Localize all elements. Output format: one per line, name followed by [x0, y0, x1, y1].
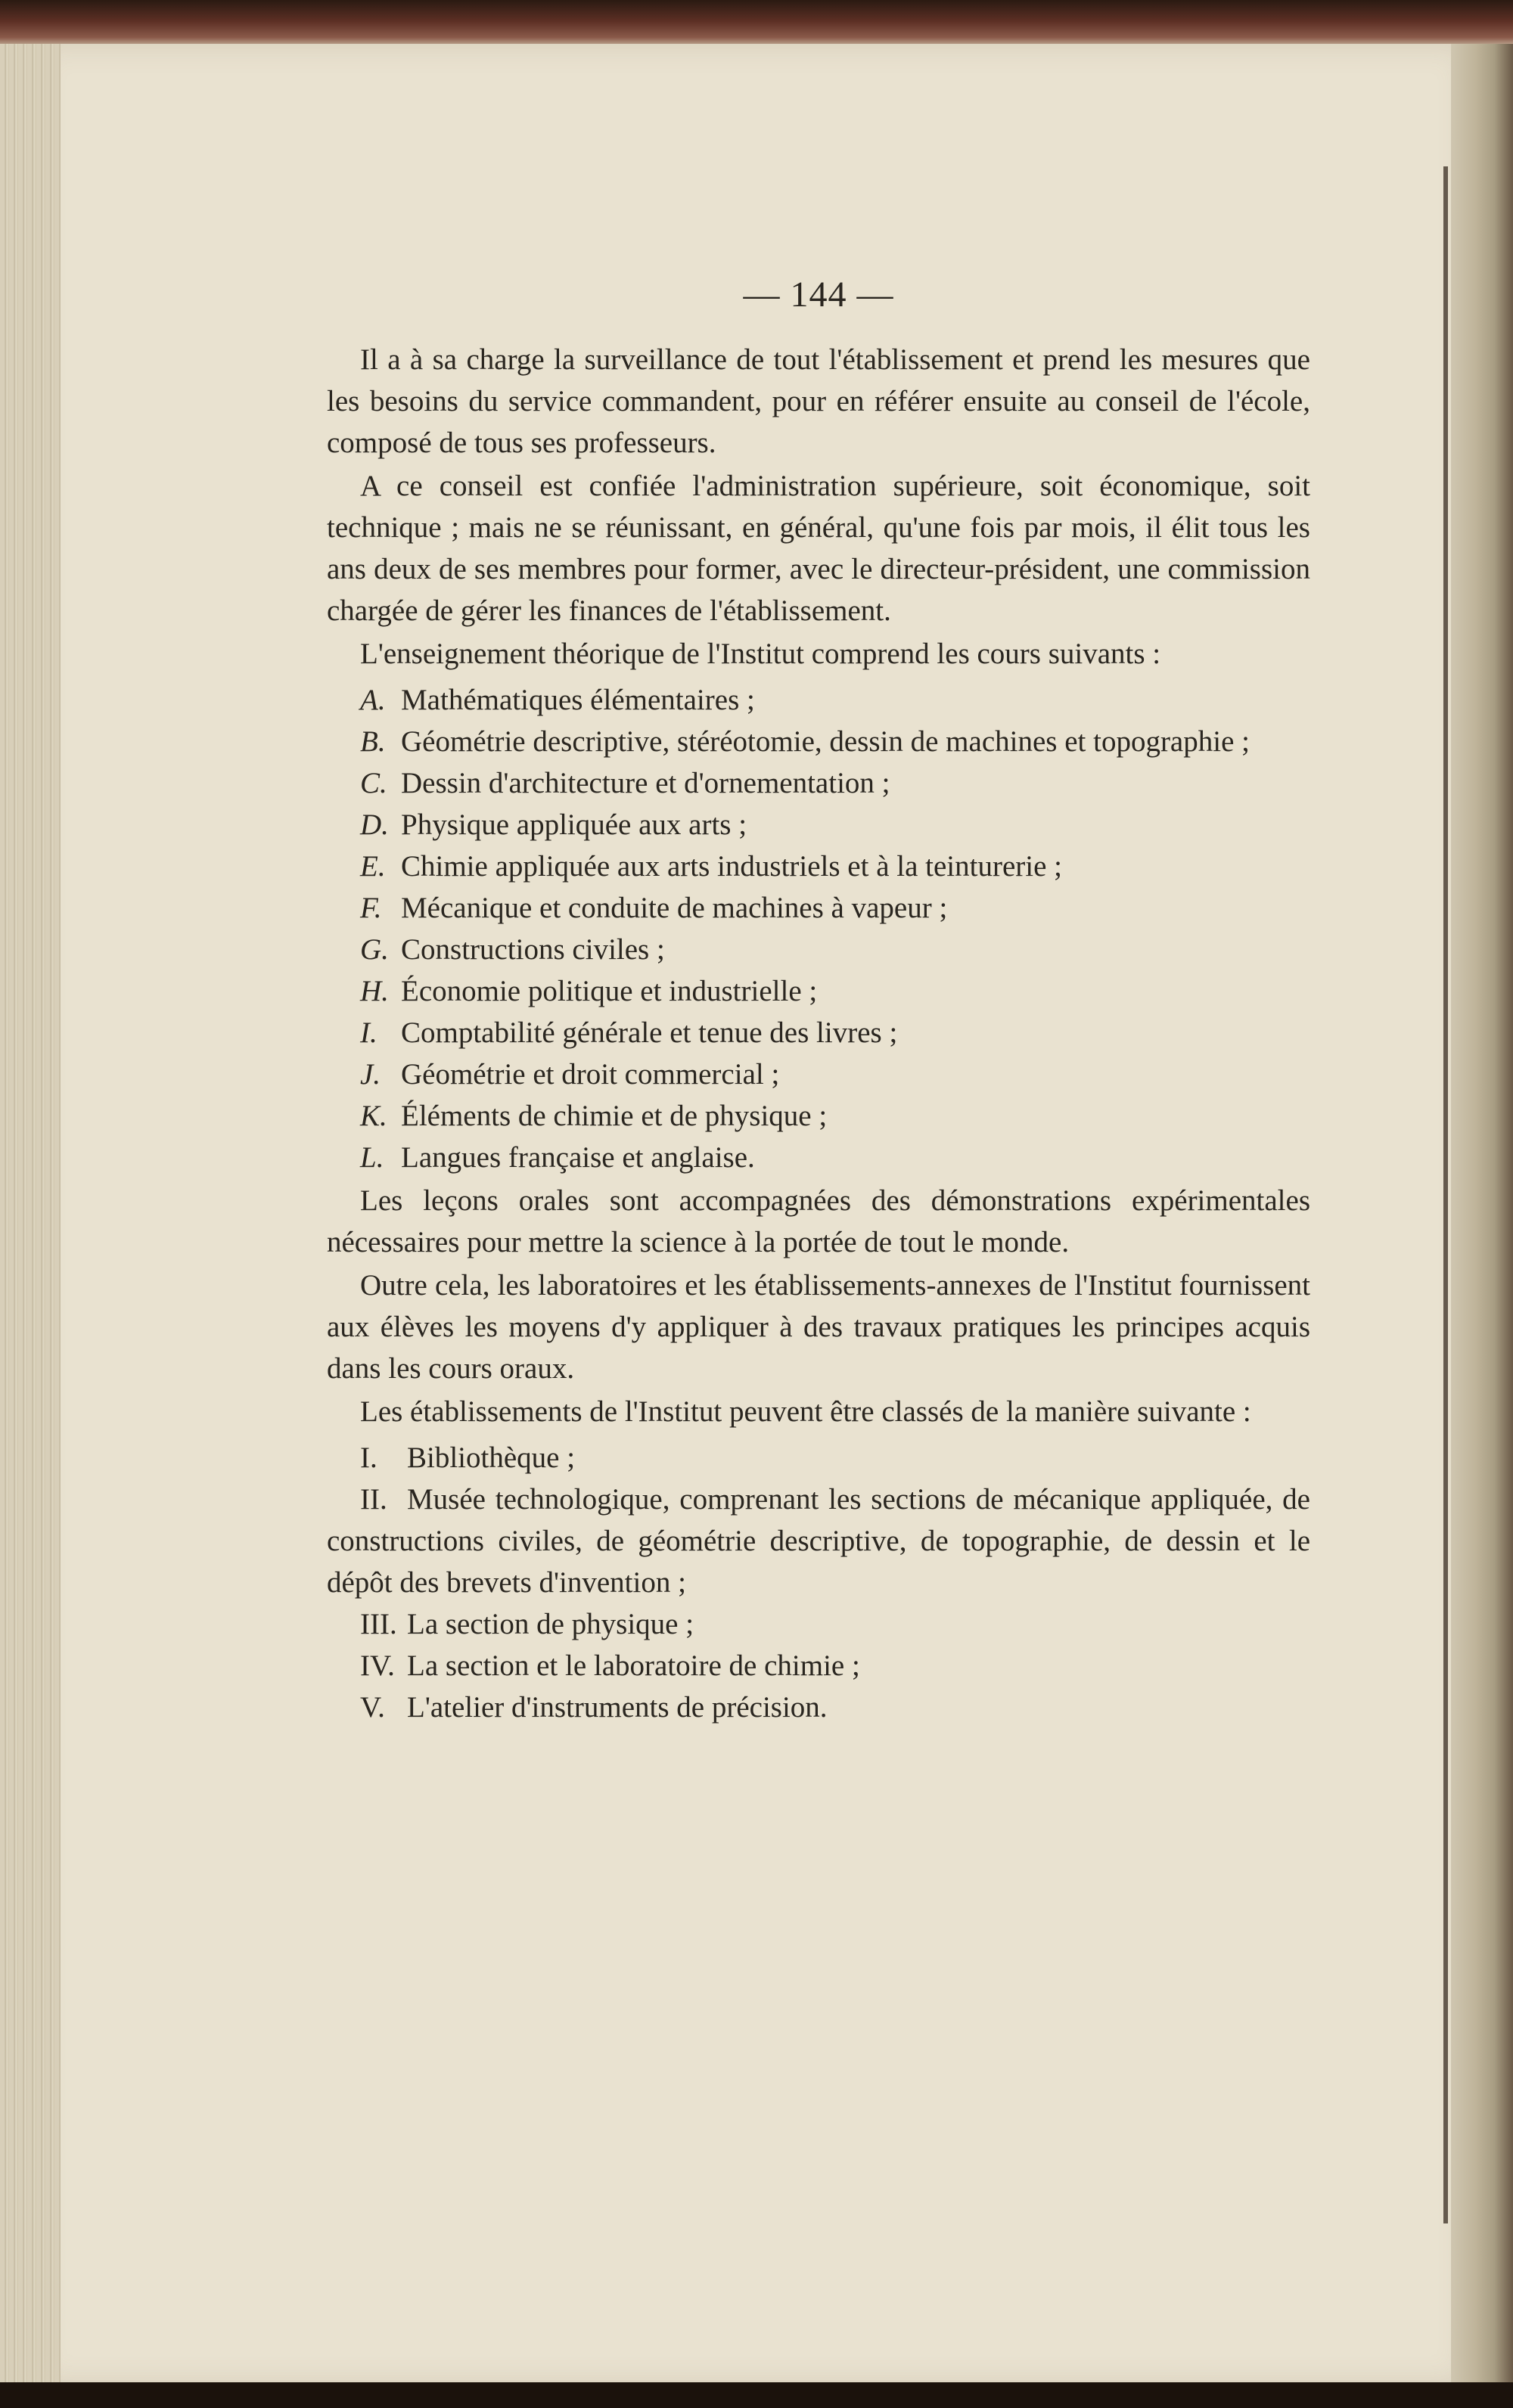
list-item-text: L'atelier d'instruments de précision.	[407, 1691, 828, 1724]
list-item-text: Langues française et anglaise.	[401, 1141, 755, 1174]
list-marker: I.	[360, 1016, 377, 1049]
list-item-text: Mathématiques élémentaires ;	[401, 684, 755, 716]
list-marker: D.	[360, 808, 389, 841]
list-marker: I.	[360, 1441, 377, 1474]
list-item-text: La section de physique ;	[407, 1608, 694, 1640]
list-item-text: Musée technologique, comprenant les sections de mécanique appliquée, de constructions civiles, de géométrie descriptive, de topographie, de dessin et le dépôt des brevets d'invention ;	[327, 1483, 1310, 1599]
paragraph-etablissements: Les établissements de l'Institut peuvent être classés de la manière suivante :	[360, 1395, 1251, 1428]
list-item	[327, 1687, 1310, 1728]
list-item	[327, 1137, 1310, 1178]
list-marker: L.	[360, 1141, 384, 1174]
list-item	[327, 929, 1310, 970]
list-marker: K.	[360, 1100, 387, 1132]
list-marker: B.	[360, 725, 386, 758]
page-number: — 144 —	[743, 275, 894, 315]
list-item	[327, 762, 1310, 804]
list-item	[327, 679, 1310, 721]
list-item-text: Comptabilité générale et tenue des livres ;	[401, 1016, 898, 1049]
list-item	[327, 1479, 1310, 1603]
list-item-text: Géométrie et droit commercial ;	[401, 1058, 780, 1091]
list-marker: II.	[360, 1483, 387, 1516]
paragraph-enseignement: L'enseignement théorique de l'Institut comprend les cours suivants :	[360, 638, 1161, 670]
paragraph-surveillance: Il a à sa charge la surveillance de tout l'établissement et prend les mesures que les besoins du service commandent, pour en référer ensuite au conseil de l'école, composé de tous ses professeurs.	[327, 343, 1310, 459]
establishment-list	[327, 1437, 1310, 1728]
list-marker: G.	[360, 933, 389, 966]
list-item-text: Dessin d'architecture et d'ornementation ;	[401, 767, 890, 799]
list-marker: H.	[360, 975, 389, 1007]
list-marker: C.	[360, 767, 387, 799]
list-marker: IV.	[360, 1649, 395, 1682]
list-item	[327, 887, 1310, 929]
list-item-text: Chimie appliquée aux arts industriels et à la teinturerie ;	[401, 850, 1062, 883]
list-item	[327, 1645, 1310, 1687]
list-item-text: Économie politique et industrielle ;	[401, 975, 818, 1007]
paragraph-conseil: A ce conseil est confiée l'administration supérieure, soit économique, soit technique ; mais ne se réunissant, en général, qu'une fois par mois, il élit tous les ans deux de ses membres pour former, avec le directeur-président, une commission chargée de gérer les finances de l'établissement.	[327, 470, 1310, 627]
list-item	[327, 970, 1310, 1012]
list-item-text: Géométrie descriptive, stéréotomie, dessin de machines et topographie ;	[401, 725, 1250, 758]
list-marker: J.	[360, 1058, 381, 1091]
list-item	[327, 1603, 1310, 1645]
book-top-edge	[0, 0, 1513, 47]
list-item	[327, 721, 1310, 762]
list-marker: V.	[360, 1691, 385, 1724]
page-text	[327, 272, 1310, 1730]
list-item-text: Constructions civiles ;	[401, 933, 665, 966]
list-item-text: La section et le laboratoire de chimie ;	[407, 1649, 860, 1682]
paragraph-lecons: Les leçons orales sont accompagnées des démonstrations expérimentales nécessaires pour mettre la science à la portée de tout le monde.	[327, 1184, 1310, 1258]
list-marker: E.	[360, 850, 386, 883]
course-list	[327, 679, 1310, 1178]
list-marker: A.	[360, 684, 386, 716]
list-item	[327, 1054, 1310, 1095]
list-item	[327, 1095, 1310, 1137]
list-marker: F.	[360, 892, 382, 924]
book-bottom-edge	[0, 2382, 1513, 2408]
list-item-text: Mécanique et conduite de machines à vapeur ;	[401, 892, 948, 924]
list-item	[327, 1437, 1310, 1479]
paragraph-laboratoires: Outre cela, les laboratoires et les établissements-annexes de l'Institut fournissent aux élèves les moyens d'y appliquer à des travaux pratiques les principes acquis dans les cours oraux.	[327, 1269, 1310, 1385]
list-item-text: Bibliothèque ;	[407, 1441, 576, 1474]
list-item-text: Éléments de chimie et de physique ;	[401, 1100, 828, 1132]
list-item-text: Physique appliquée aux arts ;	[401, 808, 747, 841]
list-item	[327, 804, 1310, 846]
list-item	[327, 1012, 1310, 1054]
binding-strip	[1451, 44, 1513, 2388]
list-item	[327, 846, 1310, 887]
stacked-page-edges	[0, 44, 61, 2388]
list-marker: III.	[360, 1608, 397, 1640]
binding-line	[1443, 166, 1448, 2223]
